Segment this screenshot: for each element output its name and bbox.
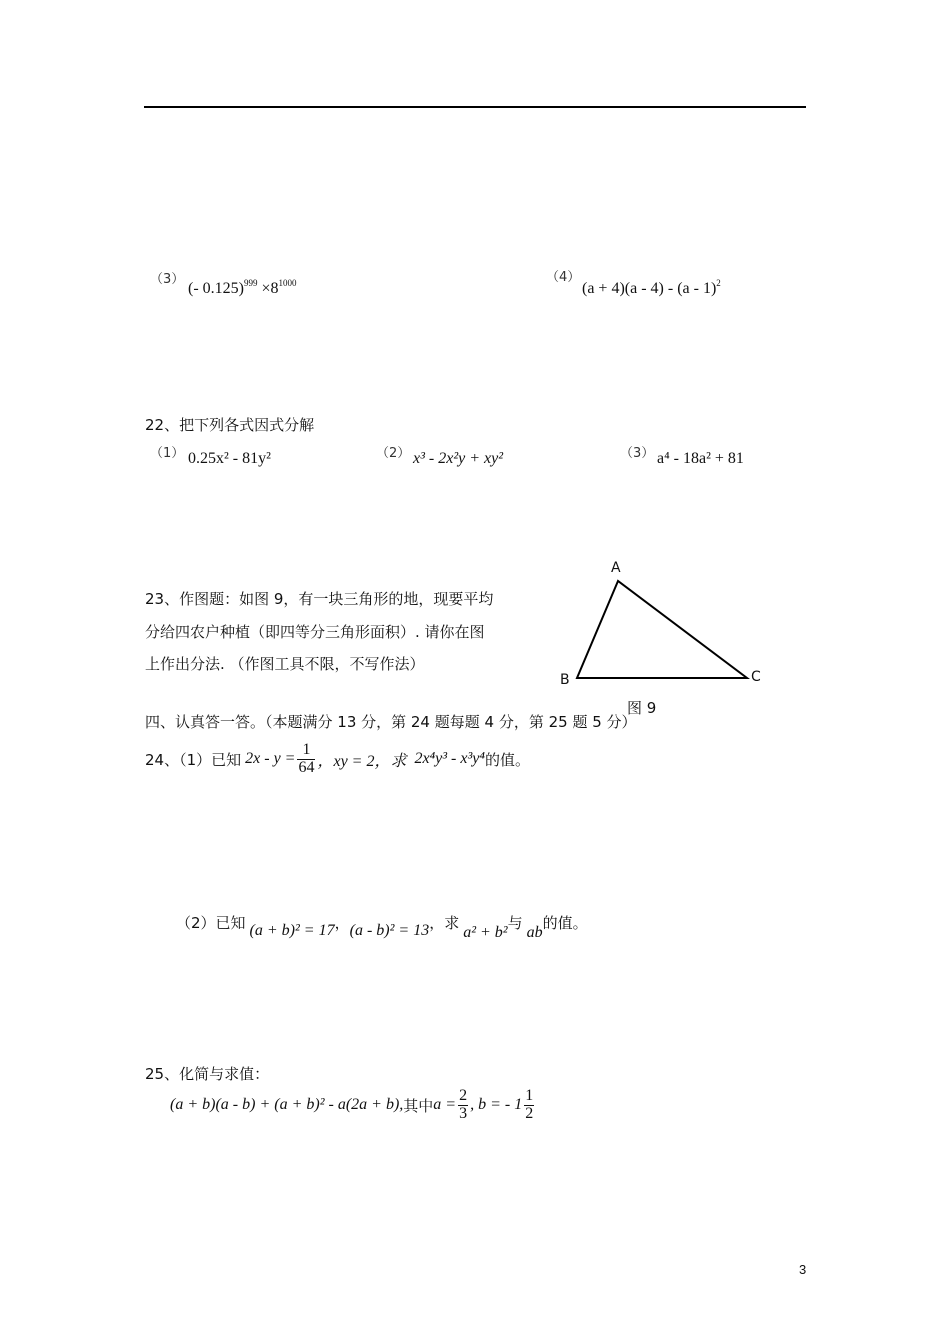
q24-1-fraction-denominator: 64 bbox=[298, 758, 315, 776]
q21-4-label: （4） bbox=[546, 270, 581, 285]
q21-3-label: （3） bbox=[150, 272, 185, 287]
q24-1-target: 2x⁴y³ - x³y⁴ bbox=[414, 750, 485, 768]
q25-a-numerator: 2 bbox=[459, 1087, 468, 1104]
q24-2-term-2: ab bbox=[526, 923, 543, 941]
q24-2-separator: ， bbox=[334, 914, 350, 932]
q22-item3-expression: a⁴ - 18a² + 81 bbox=[657, 450, 744, 467]
q25-where: 其中 bbox=[403, 1096, 434, 1115]
vertex-c-label: C bbox=[751, 669, 761, 685]
section-4-heading: 四、认真答一答。（本题满分 13 分，第 24 题每题 4 分，第 25 题 5 分） bbox=[145, 713, 637, 731]
q24-1-fraction-numerator: 1 bbox=[297, 742, 315, 760]
q21-3-expression: (- $0.125)^{999} \times 8^{1000}$ bbox=[188, 278, 297, 297]
q24-1-lhs: 2x - y = bbox=[245, 750, 296, 768]
q25-expression-line bbox=[170, 1088, 536, 1123]
page-number: 3 bbox=[799, 1262, 807, 1277]
q24-2-line bbox=[176, 912, 588, 941]
q24-2-condition-1: (a + b)² = 17 bbox=[249, 921, 335, 939]
q24-2-term-1: a² + b² bbox=[463, 923, 508, 941]
triangle-abc bbox=[577, 581, 747, 678]
q22-item1-label: （1） bbox=[150, 446, 185, 461]
triangle-figure bbox=[540, 555, 780, 725]
q24-1-fraction bbox=[297, 742, 315, 777]
q23-line-2: 分给四农户种植（即四等分三角形面积）. 请你在图 bbox=[145, 623, 485, 641]
q25-b-numerator: 1 bbox=[525, 1087, 534, 1104]
q22-item2-expression: x³ - 2x²y + xy² bbox=[413, 450, 504, 467]
q22-title: 22、把下列各式因式分解 bbox=[145, 416, 315, 434]
q25-a-denominator: 3 bbox=[459, 1104, 468, 1122]
vertex-a-label: A bbox=[611, 560, 621, 576]
q24-1-line bbox=[145, 742, 530, 777]
q25-a-fraction bbox=[458, 1088, 468, 1123]
q24-2-suffix: 的值。 bbox=[542, 914, 588, 932]
q23-line-1: 23、作图题：如图 9，有一块三角形的地，现要平均 bbox=[145, 590, 494, 608]
q25-expression: (a + b)(a - b) + (a + b)² - a(2a + b), bbox=[170, 1096, 404, 1114]
q24-2-prefix: （2）已知 bbox=[176, 914, 246, 932]
q25-b-fraction bbox=[524, 1088, 534, 1123]
q22-item1-expression: 0.25x² - 81y² bbox=[188, 450, 271, 467]
header-rule bbox=[144, 106, 806, 108]
q24-1-condition: ，xy = 2，求 bbox=[317, 752, 407, 770]
q25-title: 25、化简与求值： bbox=[145, 1065, 270, 1083]
figure-caption: 图 9 bbox=[627, 699, 657, 717]
q24-1-prefix: 24、（1）已知 bbox=[145, 750, 242, 769]
q21-4-expression: (a + 4)(a - 4) - (a - 1)$^2$ bbox=[582, 278, 721, 297]
q25-b-denominator: 2 bbox=[525, 1104, 534, 1122]
q24-1-suffix: 的值。 bbox=[484, 750, 530, 769]
q23-line-3: 上作出分法. （作图工具不限，不写作法） bbox=[145, 655, 425, 673]
q25-a-equals: a = bbox=[433, 1096, 457, 1114]
q25-b-equals: , b = - 1 bbox=[470, 1096, 523, 1114]
q24-2-condition-2: (a - b)² = 13 bbox=[349, 921, 430, 939]
q24-2-ask: ，求 bbox=[429, 914, 460, 932]
q22-item3-label: （3） bbox=[620, 446, 655, 461]
q24-2-and: 与 bbox=[507, 914, 523, 932]
vertex-b-label: B bbox=[560, 672, 570, 688]
q22-item2-label: （2） bbox=[376, 446, 411, 461]
